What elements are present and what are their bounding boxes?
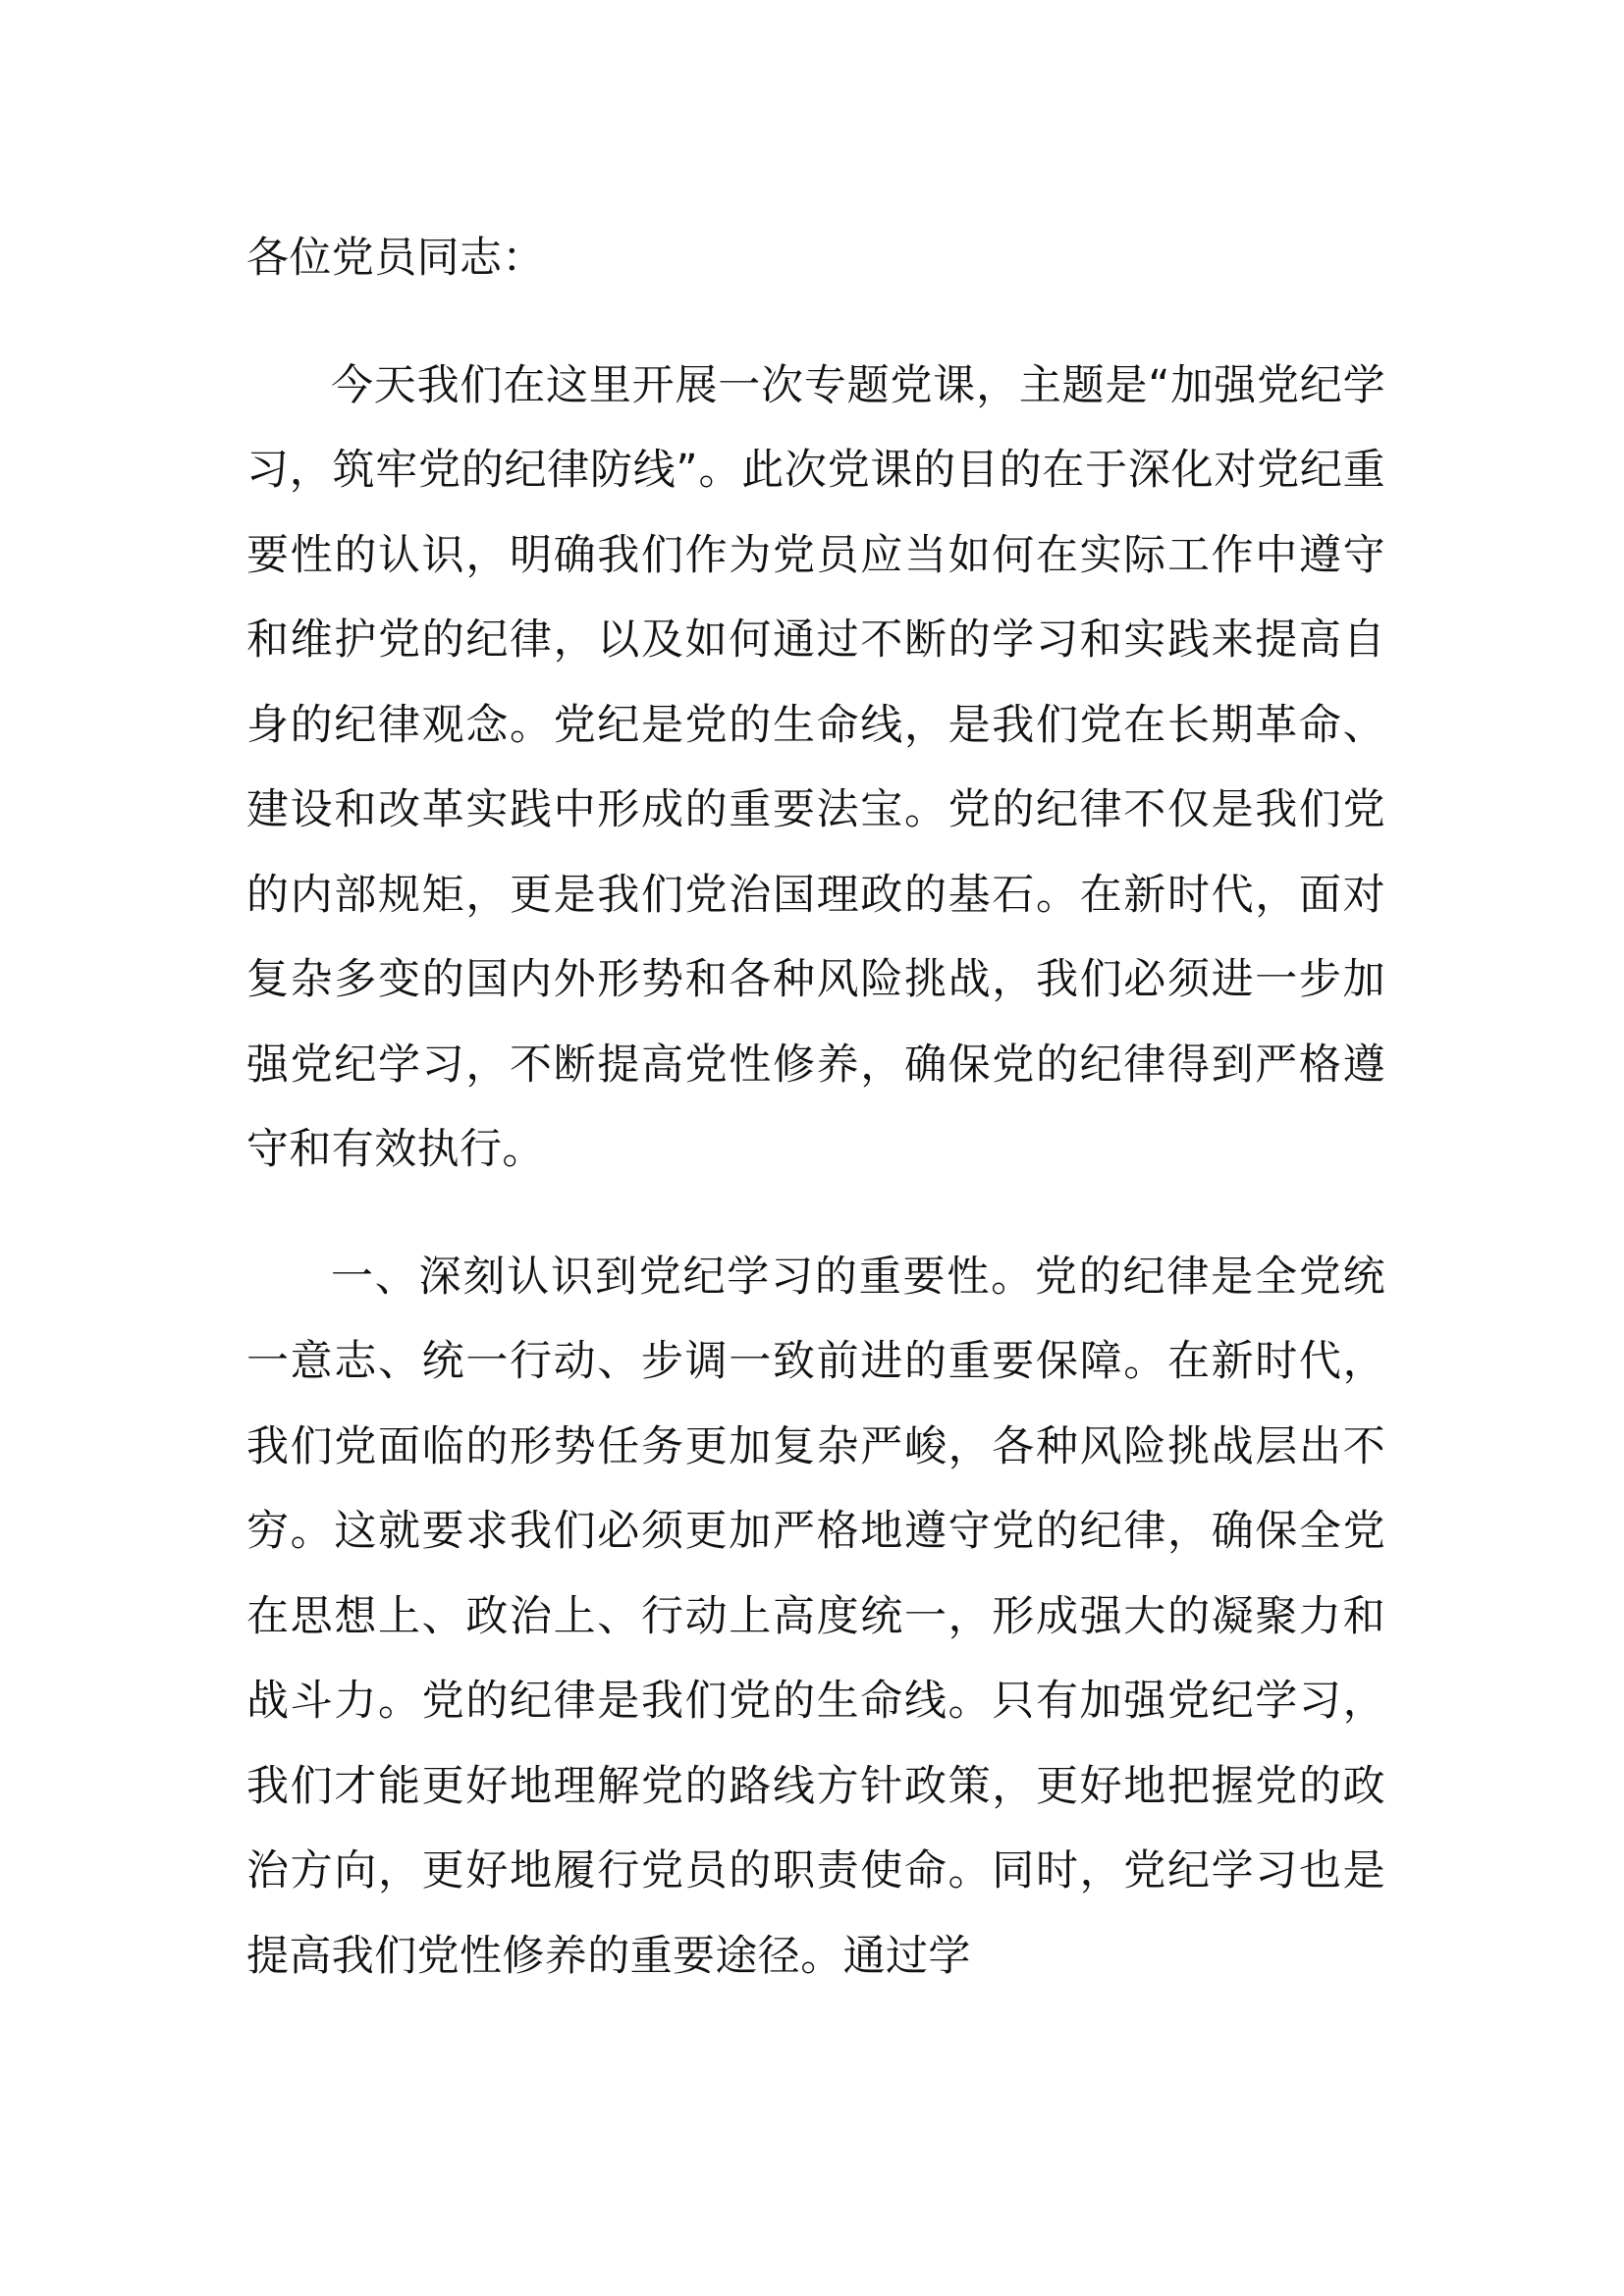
- paragraph-section-one: 一、深刻认识到党纪学习的重要性。党的纪律是全党统一意志、统一行动、步调一致前进的重要保障。在新时代，我们党面临的形势任务更加复杂严峻，各种风险挑战层出不穷。这就要求我们必须更加严格地遵守党的纪律，确保全党在思想上、政治上、行动上高度统一，形成强大的凝聚力和战斗力。党的纪律是我们党的生命线。只有加强党纪学习，我们才能更好地理解党的路线方针政策，更好地把握党的政治方向，更好地履行党员的职责使命。同时，党纪学习也是提高我们党性修养的重要途径。通过学: [246, 1252, 1385, 1981]
- paragraph-intro: 今天我们在这里开展一次专题党课，主题是“加强党纪学习，筑牢党的纪律防线”。此次党课的目的在于深化对党纪重要性的认识，明确我们作为党员应当如何在实际工作中遵守和维护党的纪律，以及如何通过不断的学习和实践来提高自身的纪律观念。党纪是党的生命线，是我们党在长期革命、建设和改革实践中形成的重要法宝。党的纪律不仅是我们党的内部规矩，更是我们党治国理政的基石。在新时代，面对复杂多变的国内外形势和各种风险挑战，我们必须进一步加强党纪学习，不断提高党性修养，确保党的纪律得到严格遵守和有效执行。: [246, 360, 1385, 1174]
- document-body: [246, 216, 1385, 1999]
- salutation: 各位党员同志：: [246, 234, 545, 283]
